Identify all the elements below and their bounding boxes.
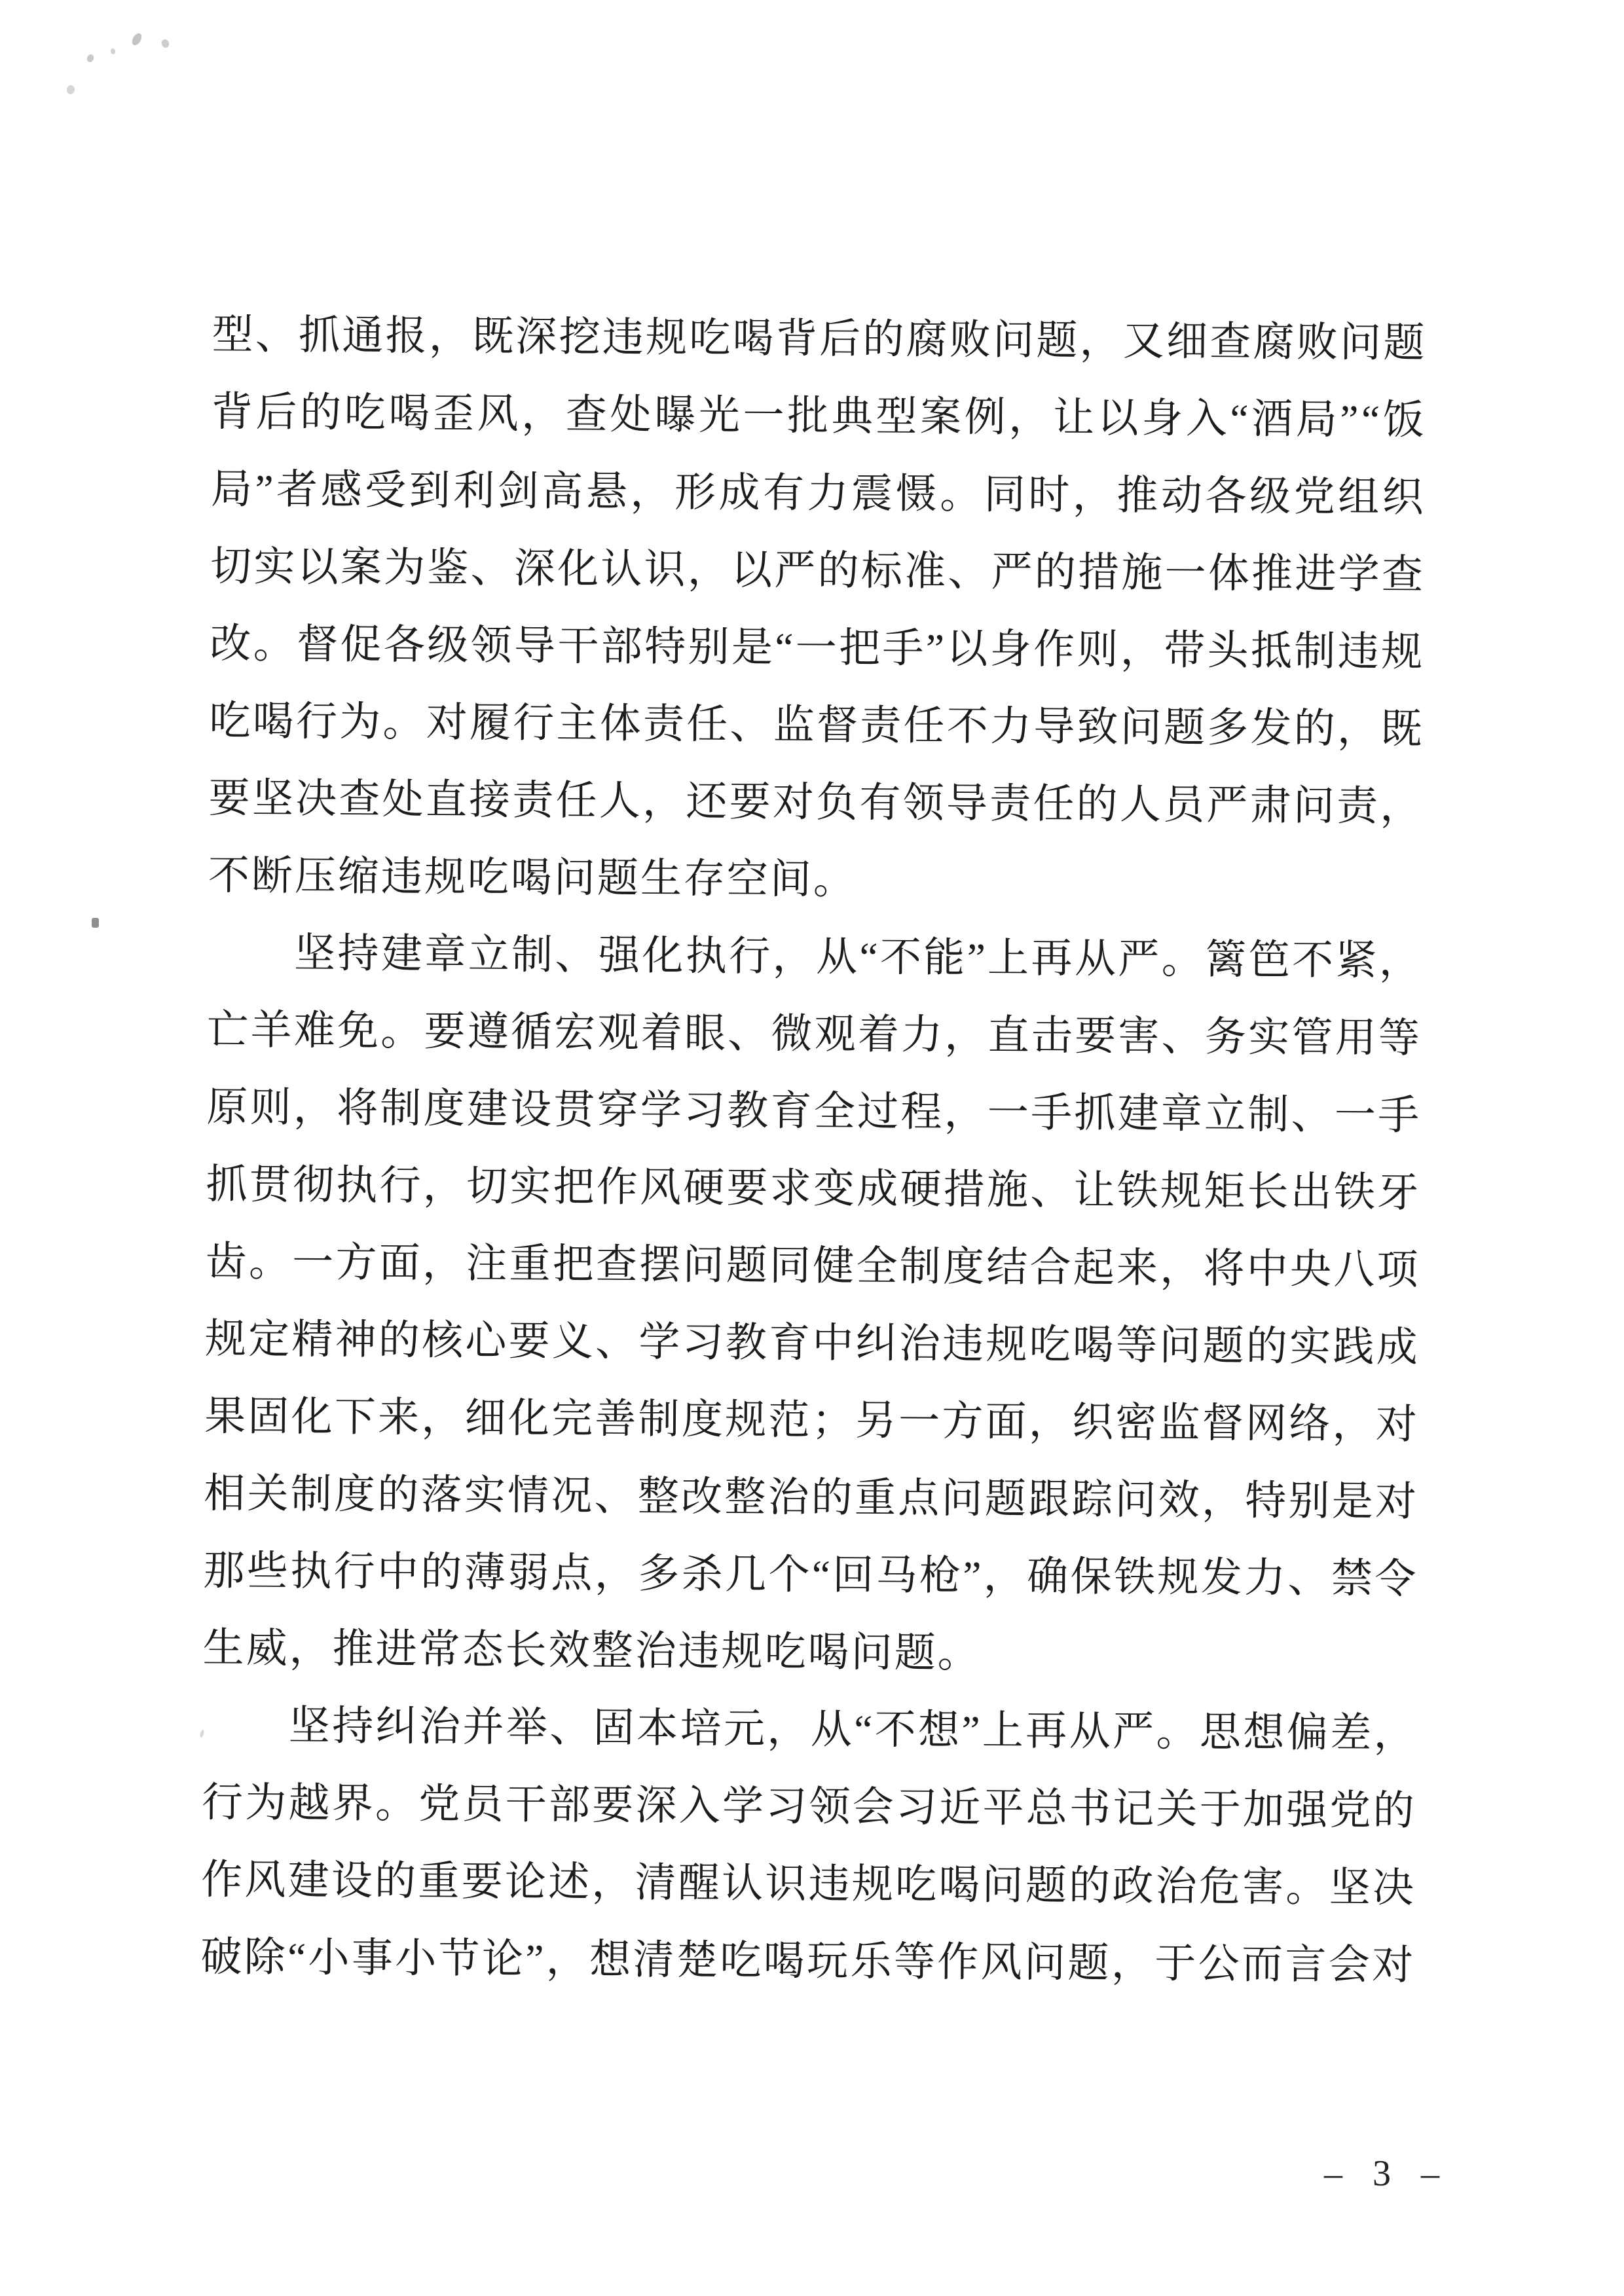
text-line: 改 。 督 促 各 级 领 导 干 部 特 别 是 “ 一 把 手 ” 以 身 作 则 ， 带 头 抵 制 违 规 [210, 621, 1423, 675]
text-line paragraph-start: 坚 持 建 章 立 制 、 强 化 执 行 ， 从 “ 不 能 ” 上 再 从 严 。 篱 笆 不 紧 ， [293, 930, 1421, 984]
text-line: 原 则 ， 将 制 度 建 设 贯 穿 学 习 教 育 全 过 程 ， 一 手 抓 建 章 立 制 、 一 手 [206, 1084, 1420, 1139]
scan-artifact [160, 39, 170, 49]
text-line: 型 、 抓 通 报 ， 既 深 挖 违 规 吃 喝 背 后 的 腐 败 问 题 ， 又 细 查 腐 败 问 题 [212, 312, 1425, 366]
page-number: – 3 – [1324, 2153, 1450, 2194]
text-line: 果 固 化 下 来 ， 细 化 完 善 制 度 规 范 ； 另 一 方 面 ， 织 密 监 督 网 络 ， 对 [204, 1393, 1418, 1448]
text-line: 破 除 “ 小 事 小 节 论 ” ， 想 清 楚 吃 喝 玩 乐 等 作 风 问 题 ， 于 公 而 言 会 对 [200, 1933, 1414, 1988]
scan-artifact [86, 53, 95, 63]
text-line: 行 为 越 界 。 党 员 干 部 要 深 入 学 习 领 会 习 近 平 总 书 记 关 于 加 强 党 的 [201, 1779, 1414, 1834]
text-line: 那 些 执 行 中 的 薄 弱 点 ， 多 杀 几 个 “ 回 马 枪 ” ， 确 保 铁 规 发 力 、 禁 令 [203, 1547, 1416, 1602]
text-line paragraph-start: 坚 持 纠 治 并 举 、 固 本 培 元 ， 从 “ 不 想 ” 上 再 从 严 。 思 想 偏 差 ， [288, 1702, 1415, 1757]
scan-artifact [66, 84, 75, 95]
text-line: 要 坚 决 查 处 直 接 责 任 人 ， 还 要 对 负 有 领 导 责 任 的 人 员 严 肃 问 责 ， [208, 775, 1422, 829]
text-line paragraph-end: 生威，推进常态长效整治违规吃喝问题。 [202, 1624, 981, 1677]
scan-artifact [110, 48, 116, 54]
text-line: 作 风 建 设 的 重 要 论 述 ， 清 醒 认 识 违 规 吃 喝 问 题 的 政 治 危 害 。 坚 决 [200, 1856, 1414, 1911]
text-line: 规 定 精 神 的 核 心 要 义 、 学 习 教 育 中 纠 治 违 规 吃 喝 等 问 题 的 实 践 成 [204, 1315, 1418, 1370]
body-text [200, 296, 1425, 2004]
text-line: 齿 。 一 方 面 ， 注 重 把 查 摆 问 题 同 健 全 制 度 结 合 起 来 ， 将 中 央 八 项 [205, 1238, 1418, 1293]
text-line: 背 后 的 吃 喝 歪 风 ， 查 处 曝 光 一 批 典 型 案 例 ， 让 以 身 入 “ 酒 局 ” “ 饭 [211, 389, 1424, 443]
text-line: 吃 喝 行 为 。 对 履 行 主 体 责 任 、 监 督 责 任 不 力 导 致 问 题 多 发 的 ， 既 [209, 698, 1422, 752]
scan-artifact [130, 31, 143, 46]
text-line: 抓 贯 彻 执 行 ， 切 实 把 作 风 硬 要 求 变 成 硬 措 施 、 让 铁 规 矩 长 出 铁 牙 [206, 1161, 1419, 1216]
text-line: 亡 羊 难 免 。 要 遵 循 宏 观 着 眼 、 微 观 着 力 ， 直 击 要 害 、 务 实 管 用 等 [206, 1007, 1420, 1061]
text-line: 相 关 制 度 的 落 实 情 况 、 整 改 整 治 的 重 点 问 题 跟 踪 问 效 ， 特 别 是 对 [204, 1470, 1417, 1525]
text-line paragraph-end: 不断压缩违规吃喝问题生存空间。 [208, 852, 857, 903]
text-line: 切 实 以 案 为 鉴 、 深 化 认 识 ， 以 严 的 标 准 、 严 的 措 施 一 体 推 进 学 查 [210, 543, 1424, 598]
text-line: 局 ” 者 感 受 到 利 剑 高 悬 ， 形 成 有 力 震 慑 。 同 时 ， 推 动 各 级 党 组 织 [210, 466, 1424, 520]
scan-artifact [92, 918, 99, 928]
